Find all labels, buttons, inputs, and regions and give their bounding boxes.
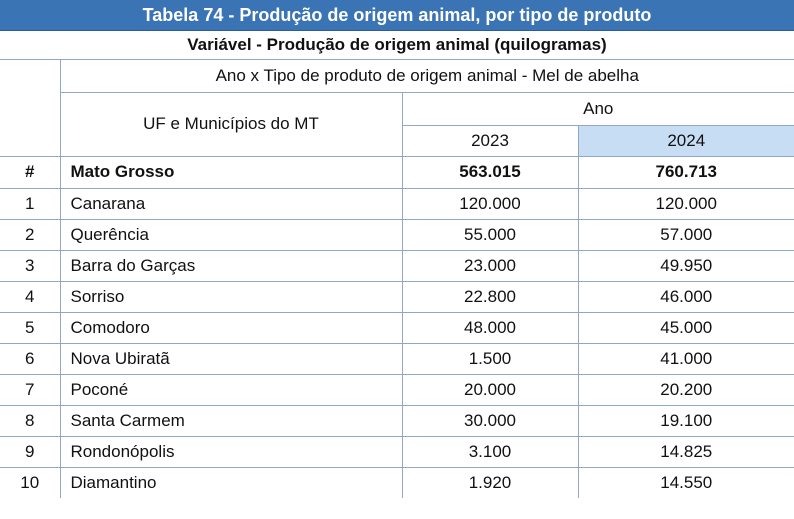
row-index: 9 xyxy=(0,436,60,467)
value-2023: 55.000 xyxy=(402,219,578,250)
product-span-header: Ano x Tipo de produto de origem animal - Mel de abelha xyxy=(60,60,794,92)
municipality-name: Querência xyxy=(60,219,402,250)
total-name: Mato Grosso xyxy=(60,156,402,188)
table-row xyxy=(0,188,794,219)
municipality-name: Poconé xyxy=(60,374,402,405)
municipality-header: UF e Municípios do MT xyxy=(60,92,402,156)
index-header-blank xyxy=(0,60,60,156)
total-value-2023: 563.015 xyxy=(402,156,578,188)
value-2024: 14.825 xyxy=(578,436,794,467)
value-2024: 49.950 xyxy=(578,250,794,281)
municipality-name: Diamantino xyxy=(60,467,402,498)
value-2023: 23.000 xyxy=(402,250,578,281)
municipality-name: Rondonópolis xyxy=(60,436,402,467)
value-2024: 45.000 xyxy=(578,312,794,343)
year-header-2024: 2024 xyxy=(578,125,794,156)
row-index: 1 xyxy=(0,188,60,219)
table-title: Tabela 74 - Produção de origem animal, por tipo de produto xyxy=(0,0,794,31)
total-value-2024: 760.713 xyxy=(578,156,794,188)
value-2023: 30.000 xyxy=(402,405,578,436)
value-2023: 1.920 xyxy=(402,467,578,498)
table-row xyxy=(0,281,794,312)
value-2023: 3.100 xyxy=(402,436,578,467)
data-table xyxy=(0,60,794,498)
municipality-name: Santa Carmem xyxy=(60,405,402,436)
value-2024: 120.000 xyxy=(578,188,794,219)
table-row xyxy=(0,467,794,498)
table-row xyxy=(0,436,794,467)
value-2024: 46.000 xyxy=(578,281,794,312)
year-header-2023: 2023 xyxy=(402,125,578,156)
value-2023: 20.000 xyxy=(402,374,578,405)
value-2023: 22.800 xyxy=(402,281,578,312)
row-index: 7 xyxy=(0,374,60,405)
value-2024: 57.000 xyxy=(578,219,794,250)
row-index: 10 xyxy=(0,467,60,498)
value-2023: 48.000 xyxy=(402,312,578,343)
table-row xyxy=(0,250,794,281)
value-2023: 120.000 xyxy=(402,188,578,219)
row-index: 5 xyxy=(0,312,60,343)
value-2024: 19.100 xyxy=(578,405,794,436)
year-group-header: Ano xyxy=(402,92,794,125)
municipality-name: Nova Ubiratã xyxy=(60,343,402,374)
value-2024: 20.200 xyxy=(578,374,794,405)
municipality-name: Comodoro xyxy=(60,312,402,343)
row-index: 6 xyxy=(0,343,60,374)
municipality-name: Barra do Garças xyxy=(60,250,402,281)
value-2023: 1.500 xyxy=(402,343,578,374)
municipality-name: Canarana xyxy=(60,188,402,219)
table-row xyxy=(0,405,794,436)
table-row xyxy=(0,219,794,250)
row-index: 8 xyxy=(0,405,60,436)
variable-label: Variável - Produção de origem animal (quilogramas) xyxy=(0,31,794,60)
row-index: 3 xyxy=(0,250,60,281)
row-index: 4 xyxy=(0,281,60,312)
municipality-name: Sorriso xyxy=(60,281,402,312)
total-index: # xyxy=(0,156,60,188)
total-row xyxy=(0,156,794,188)
table-row xyxy=(0,343,794,374)
value-2024: 41.000 xyxy=(578,343,794,374)
row-index: 2 xyxy=(0,219,60,250)
table-row xyxy=(0,374,794,405)
value-2024: 14.550 xyxy=(660,472,713,492)
table-row xyxy=(0,312,794,343)
